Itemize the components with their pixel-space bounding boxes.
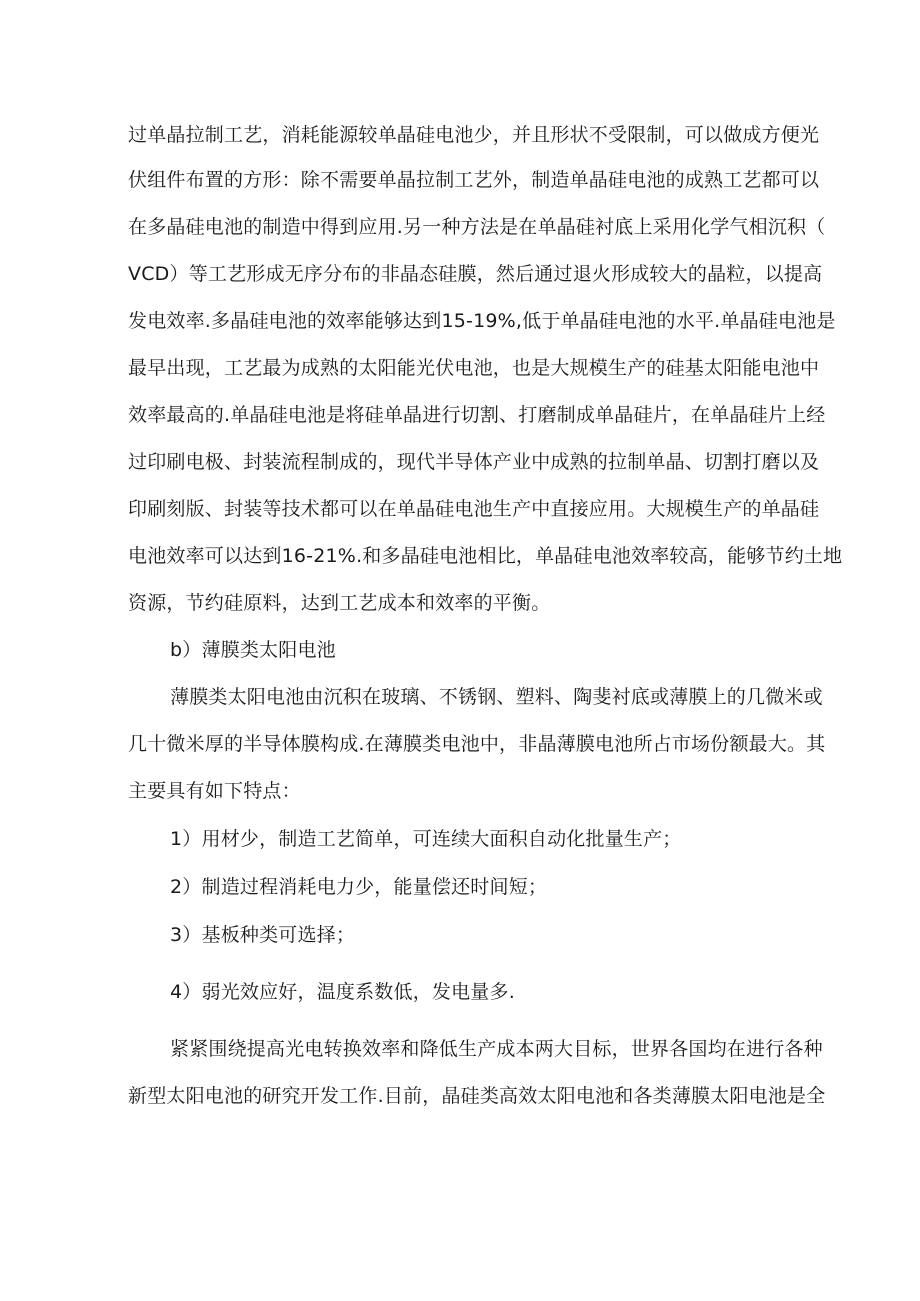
list-item: 1）用材少，制造工艺简单，可连续大面积自动化批量生产； — [170, 828, 682, 850]
paragraph-line: 新型太阳电池的研究开发工作.目前，晶硅类高效太阳电池和各类薄膜太阳电池是全 — [128, 1085, 826, 1107]
list-item: 4）弱光效应好，温度系数低，发电量多. — [170, 981, 515, 1003]
paragraph-line: 伏组件布置的方形：除不需要单晶拉制工艺外，制造单晶硅电池的成熟工艺都可以 — [128, 169, 820, 191]
paragraph-line: 印刷刻版、封装等技术都可以在单晶硅电池生产中直接应用。大规模生产的单晶硅 — [128, 498, 820, 520]
paragraph-line: 在多晶硅电池的制造中得到应用.另一种方法是在单晶硅衬底上采用化学气相沉积（ — [128, 216, 826, 238]
paragraph-line: 过印刷电极、封装流程制成的，现代半导体产业中成熟的拉制单晶、切割打磨以及 — [128, 451, 820, 473]
paragraph-line: 过单晶拉制工艺，消耗能源较单晶硅电池少，并且形状不受限制，可以做成方便光 — [128, 124, 820, 146]
section-heading: b）薄膜类太阳电池 — [170, 639, 336, 661]
list-item: 2）制造过程消耗电力少，能量偿还时间短； — [170, 876, 548, 898]
paragraph-line: 资源，节约硅原料，达到工艺成本和效率的平衡。 — [128, 592, 551, 614]
list-item: 3）基板种类可选择； — [170, 924, 356, 946]
paragraph-line: 几十微米厚的半导体膜构成.在薄膜类电池中，非晶薄膜电池所占市场份额最大。其 — [128, 733, 826, 755]
paragraph-line: 最早出现，工艺最为成熟的太阳能光伏电池，也是大规模生产的硅基太阳能电池中 — [128, 357, 820, 379]
paragraph-line: 发电效率.多晶硅电池的效率能够达到15-19%,低于单晶硅电池的水平.单晶硅电池是 — [128, 310, 836, 332]
paragraph-line: VCD）等工艺形成无序分布的非晶态硅膜，然后通过退火形成较大的晶粒，以提高 — [128, 263, 823, 285]
paragraph-line: 薄膜类太阳电池由沉积在玻璃、不锈钢、塑料、陶斐衬底或薄膜上的几微米或 — [170, 686, 823, 708]
paragraph-line: 电池效率可以达到16-21%.和多晶硅电池相比，单晶硅电池效率较高，能够节约土地 — [128, 545, 843, 567]
paragraph-line: 紧紧围绕提高光电转换效率和降低生产成本两大目标，世界各国均在进行各种 — [170, 1038, 823, 1060]
paragraph-line: 效率最高的.单晶硅电池是将硅单晶进行切割、打磨制成单晶硅片，在单晶硅片上经 — [128, 404, 826, 426]
paragraph-line: 主要具有如下特点： — [128, 780, 301, 802]
